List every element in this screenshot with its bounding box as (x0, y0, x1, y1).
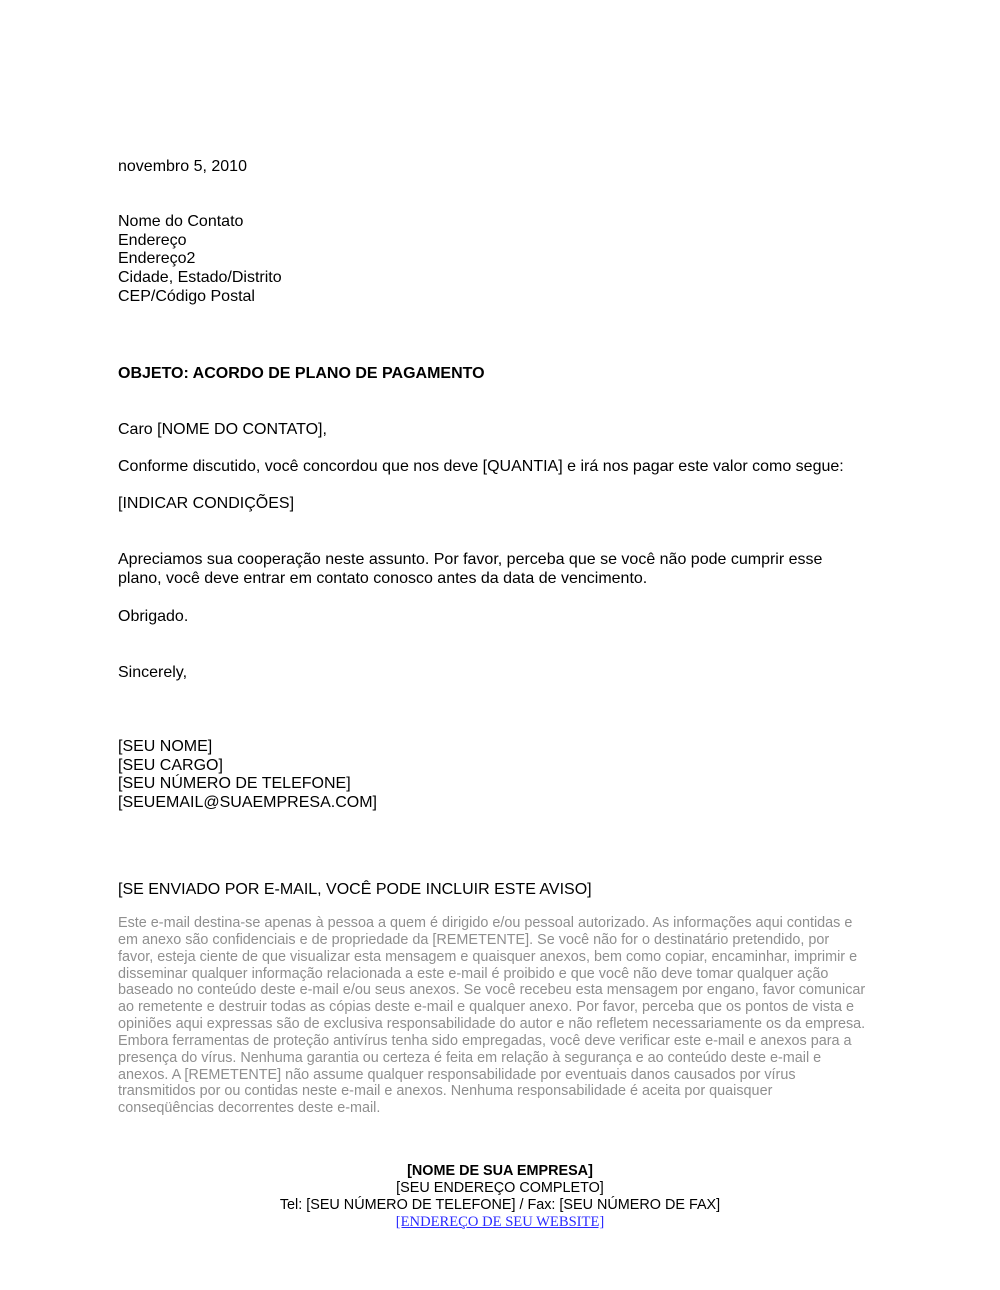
footer-address: [SEU ENDEREÇO COMPLETO] (396, 1180, 604, 1196)
disclaimer-line: disseminar qualquer informação relacionada a este e-mail é proibido e que você não deve tomar qualquer ação (118, 965, 829, 982)
letter-conditions: [INDICAR CONDIÇÕES] (118, 495, 295, 512)
letter-subject: OBJETO: ACORDO DE PLANO DE PAGAMENTO (118, 365, 485, 382)
letter-thanks: Obrigado. (118, 608, 189, 625)
disclaimer-line: presença do vírus. Nenhuma garantia ou certeza é feita em relação à segurança e ao conteúdo deste e-mail e (118, 1049, 822, 1066)
footer-contact: Tel: [SEU NÚMERO DE TELEFONE] / Fax: [SEU NÚMERO DE FAX] (279, 1197, 721, 1213)
signature-phone: [SEU NÚMERO DE TELEFONE] (118, 775, 351, 793)
disclaimer-line: baseado no conteúdo deste e-mail e/ou seus anexos. Se você recebeu esta mensagem por engano, favor comunicar (118, 982, 866, 999)
paragraph-2-line: plano, você deve entrar em contato conosco antes da data de vencimento. (118, 569, 648, 587)
company-footer (0, 1163, 1000, 1231)
footer-website-link[interactable]: [ENDEREÇO DE SEU WEBSITE] (395, 1214, 605, 1230)
disclaimer-line: Embora ferramentas de proteção antivírus tenha sido empregadas, você deve verificar este e-mail e anexos para a (118, 1032, 852, 1049)
recipient-address-line-2: Endereço2 (118, 250, 196, 268)
recipient-address-line-1: Endereço (118, 231, 187, 249)
disclaimer-line: Este e-mail destina-se apenas à pessoa a quem é dirigido e/ou pessoal autorizado. As informações aqui contidas e (118, 915, 853, 931)
letter-closing: Sincerely, (118, 664, 188, 681)
letter-paragraph-2 (118, 551, 822, 588)
signature-email: [SEUEMAIL@SUAEMPRESA.COM] (118, 794, 377, 812)
recipient-name: Nome do Contato (118, 213, 244, 230)
footer-company-name: [NOME DE SUA EMPRESA] (407, 1163, 593, 1179)
paragraph-2-line: Apreciamos sua cooperação neste assunto. Por favor, perceba que se você não pode cumprir esse (118, 551, 823, 568)
email-notice-heading: [SE ENVIADO POR E-MAIL, VOCÊ PODE INCLUIR ESTE AVISO] (118, 881, 592, 898)
recipient-city-state: Cidade, Estado/Distrito (118, 269, 282, 287)
disclaimer-line: transmitidos por ou contidas neste e-mail e anexos. Nenhuma responsabilidade é aceita por quaisquer (118, 1083, 773, 1100)
email-disclaimer (118, 915, 898, 1117)
disclaimer-line: em anexo são confidenciais e de propriedade da [REMETENTE]. Se você não for o destinatário pretendido, por (118, 931, 830, 948)
disclaimer-line: anexos. A [REMETENTE] não assume qualquer responsabilidade por eventuais danos causados por vírus (118, 1066, 796, 1083)
signature-title: [SEU CARGO] (118, 756, 223, 774)
disclaimer-line: ao remetente e destruir todas as cópias deste e-mail e qualquer anexo. Por favor, perceba que os pontos de vista e (118, 999, 854, 1016)
disclaimer-line: conseqüências decorrentes deste e-mail. (118, 1100, 381, 1117)
recipient-address-block (118, 213, 282, 307)
signature-name: [SEU NOME] (118, 738, 213, 755)
letter-paragraph-1: Conforme discutido, você concordou que nos deve [QUANTIA] e irá nos pagar este valor como segue: (118, 458, 844, 475)
recipient-postal-code: CEP/Código Postal (118, 287, 255, 305)
signature-block (118, 738, 377, 813)
letter-salutation: Caro [NOME DO CONTATO], (118, 421, 327, 438)
letter-date: novembro 5, 2010 (118, 158, 247, 175)
disclaimer-line: opiniões aqui expressas são de exclusiva responsabilidade do autor e não refletem necessariamente os da empresa. (118, 1016, 866, 1033)
disclaimer-line: favor, esteja ciente de que visualizar esta mensagem e quaisquer anexos, bem como copiar, encaminhar, imprimir e (118, 948, 858, 965)
